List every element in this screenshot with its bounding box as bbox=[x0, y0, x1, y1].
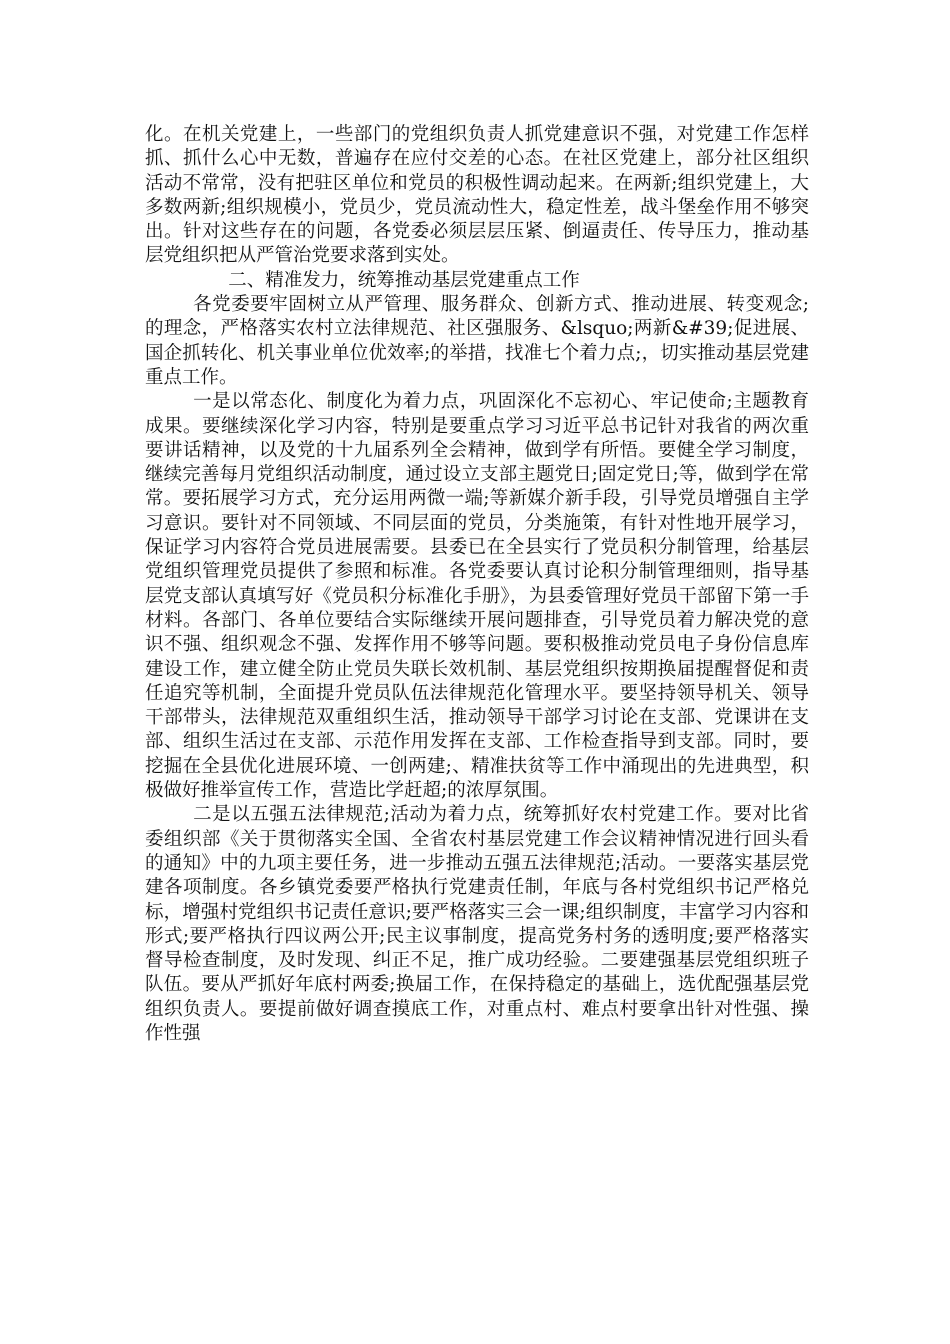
section-heading: 二、精准发力，统筹推动基层党建重点工作 bbox=[228, 269, 580, 291]
document-body bbox=[145, 123, 809, 1046]
paragraph-continuation: 化。在机关党建上，一些部门的党组织负责人抓党建意识不强，对党建工作怎样抓、抓什么心中无数，普遍存在应付交差的心态。在社区党建上，部分社区组织活动不常常，没有把驻区单位和党员的积极性调动起来。在两新;组织党建上，大多数两新;组织规模小，党员少，党员流动性大，稳定性差，战斗堡垒作用不够突出。针对这些存在的问题，各党委必须层层压紧、倒逼责任、传导压力，推动基层党组织把从严管治党要求落到实处。 bbox=[145, 124, 809, 267]
paragraph-point-one: 一是以常态化、制度化为着力点，巩固深化不忘初心、牢记使命;主题教育成果。要继续深化学习内容，特别是要重点学习习近平总书记针对我省的两次重要讲话精神，以及党的十九届系列全会精神，做到学有所悟。要健全学习制度，继续完善每月党组织活动制度，通过设立支部主题党日;固定党日;等，做到学在常常。要拓展学习方式，充分运用两微一端;等新媒介新手段，引导党员增强自主学习意识。要针对不同领域、不同层面的党员，分类施策，有针对性地开展学习，保证学习内容符合党员进展需要。县委已在全县实行了党员积分制管理，给基层党组织管理党员提供了参照和标准。各党委要认真讨论积分制管理细则，指导基层党支部认真填写好《党员积分标准化手册》，为县委管理好党员干部留下第一手材料。各部门、各单位要结合实际继续开展问题排查，引导党员着力解决党的意识不强、组织观念不强、发挥作用不够等问题。要积极推动党员电子身份信息库建设工作，建立健全防止党员失联长效机制、基层党组织按期换届提醒督促和责任追究等机制，全面提升党员队伍法律规范化管理水平。要坚持领导机关、领导干部带头，法律规范双重组织生活，推动领导干部学习讨论在支部、党课讲在支部、组织生活过在支部、示范作用发挥在支部、工作检查指导到支部。同时，要挖掘在全县优化进展环境、一创两建;、精准扶贫等工作中涌现出的先进典型，积极做好推举宣传工作，营造比学赶超;的浓厚氛围。 bbox=[145, 391, 809, 802]
paragraph-principles: 各党委要牢固树立从严管理、服务群众、创新方式、推动进展、转变观念;的理念，严格落实农村立法律规范、社区强服务、&lsquo;两新&#39;促进展、国企抓转化、机关事业单位优效率;的举措，找准七个着力点;，切实推动基层党建重点工作。 bbox=[145, 294, 809, 388]
paragraph-point-two: 二是以五强五法律规范;活动为着力点，统筹抓好农村党建工作。要对比省委组织部《关于贯彻落实全国、全省农村基层党建工作会议精神情况进行回头看的通知》中的九项主要任务，进一步推动五强五法律规范;活动。一要落实基层党建各项制度。各乡镇党委要严格执行党建责任制，年底与各村党组织书记严格兑标，增强村党组织书记责任意识;要严格落实三会一课;组织制度，丰富学习内容和形式;要严格执行四议两公开;民主议事制度，提高党务村务的透明度;要严格落实督导检查制度，及时发现、纠正不足，推广成功经验。二要建强基层党组织班子队伍。要从严抓好年底村两委;换届工作，在保持稳定的基础上，选优配强基层党组织负责人。要提前做好调查摸底工作，对重点村、难点村要拿出针对性强、操作性强 bbox=[145, 804, 809, 1044]
